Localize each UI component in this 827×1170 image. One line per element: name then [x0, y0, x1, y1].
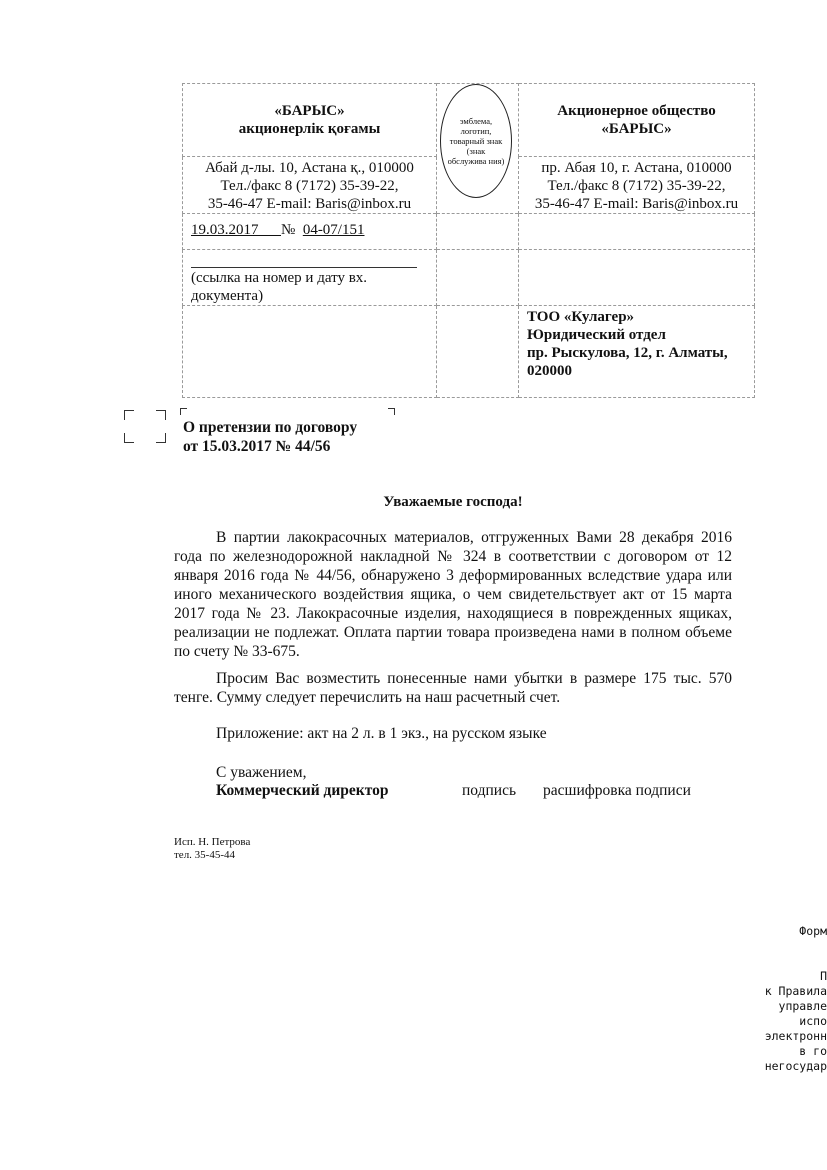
form-ref-line: Форм	[799, 924, 827, 938]
salutation: Уважаемые господа!	[383, 494, 523, 510]
empty-cell	[519, 250, 755, 306]
form-ref-line	[765, 939, 827, 954]
empty-cell	[519, 214, 755, 250]
emblem-text: эмблема, логотип, товарный знак (знак обслужива ния)	[447, 116, 505, 166]
form-ref-line: электронн	[764, 1029, 827, 1043]
recipient-line: 020000	[527, 363, 572, 379]
letter-subject	[183, 418, 357, 456]
registration-date: 19.03.2017	[191, 222, 259, 238]
subject-line: от 15.03.2017 № 44/56	[183, 438, 331, 455]
form-ref-line: в го	[799, 1044, 827, 1058]
attachment-line: Приложение: акт на 2 л. в 1 экз., на русском языке	[216, 725, 547, 742]
form-ref-line: испо	[799, 1014, 827, 1028]
corner-mark	[124, 410, 134, 420]
empty-cell	[437, 250, 519, 306]
right-address-line: пр. Абая 10, г. Астана, 010000	[541, 160, 732, 176]
form-reference	[765, 924, 827, 1074]
letter-body	[174, 528, 732, 707]
corner-mark	[180, 408, 187, 415]
recipient-block	[519, 306, 755, 398]
left-org-line1: «БАРЫС»	[274, 103, 345, 119]
left-org-line2: акционерлік қоғамы	[238, 121, 381, 137]
recipient-line: Юридический отдел	[527, 327, 666, 343]
right-address	[519, 157, 755, 214]
letterhead-table	[182, 83, 755, 398]
form-ref-line: управле	[778, 999, 827, 1013]
empty-cell	[183, 306, 437, 398]
recipient-line: пр. Рыскулова, 12, г. Алматы,	[527, 345, 728, 361]
emblem-placeholder	[440, 84, 512, 198]
right-address-line: Тел./факс 8 (7172) 35-39-22,	[547, 178, 726, 194]
corner-mark	[156, 410, 166, 420]
executor-name: Исп. Н. Петрова	[174, 836, 251, 848]
right-address-line: 35-46-47 E-mail: Baris@inbox.ru	[534, 196, 739, 212]
right-org-line2: «БАРЫС»	[601, 121, 672, 137]
corner-mark	[124, 433, 134, 443]
form-ref-line: негосудар	[764, 1059, 827, 1073]
closing-regards: С уважением,	[216, 764, 307, 781]
right-org-line1: Акционерное общество	[557, 103, 716, 119]
executor-block	[174, 836, 250, 862]
body-paragraph: Просим Вас возместить понесенные нами убытки в размере 175 тыс. 570 тенге. Сумму следует перечислить на наш расчетный счет.	[174, 670, 732, 706]
registration-cell	[183, 214, 437, 250]
corner-mark	[388, 408, 395, 415]
subject-line: О претензии по договору	[183, 419, 358, 436]
left-org-name	[183, 84, 437, 157]
signer-position: Коммерческий директор	[216, 782, 389, 799]
left-address-line: 35-46-47 E-mail: Baris@inbox.ru	[207, 196, 412, 212]
body-paragraph: В партии лакокрасочных материалов, отгруженных Вами 28 декабря 2016 года по железнодорожной накладной № 324 в соответствии с договором от 12 января 2016 года № 44/56, обнаружено 3 деформированных вследствие удара или иного механического воздействия ящика, о чем свидетельствует акт от 15 марта 2017 года № 23. Лакокрасочные изделия, находящиеся в поврежденных ящиках, реализации не подлежат. Оплата партии товара произведена нами в полном объеме по счету № 33-675.	[174, 529, 732, 660]
reference-cell	[183, 250, 437, 306]
empty-cell	[437, 214, 519, 250]
emblem-cell	[437, 84, 519, 214]
corner-mark	[156, 433, 166, 443]
signature-decoding-label: расшифровка подписи	[543, 782, 691, 799]
form-ref-line: к Правила	[764, 984, 827, 998]
recipient-line: ТОО «Кулагер»	[527, 309, 635, 325]
executor-phone: тел. 35-45-44	[174, 849, 236, 861]
reference-label: (ссылка на номер и дату вх. документа)	[191, 270, 368, 304]
empty-cell	[437, 306, 519, 398]
left-address-line: Абай д-лы. 10, Астана қ., 010000	[205, 160, 414, 176]
registration-number: 04-07/151	[302, 222, 365, 238]
form-ref-line: П	[820, 969, 827, 983]
left-address-line: Тел./факс 8 (7172) 35-39-22,	[220, 178, 399, 194]
signature-label: подпись	[462, 782, 517, 799]
left-address	[183, 157, 437, 214]
registration-number-label: №	[281, 222, 296, 238]
reference-line	[191, 267, 417, 268]
right-org-name	[519, 84, 755, 157]
